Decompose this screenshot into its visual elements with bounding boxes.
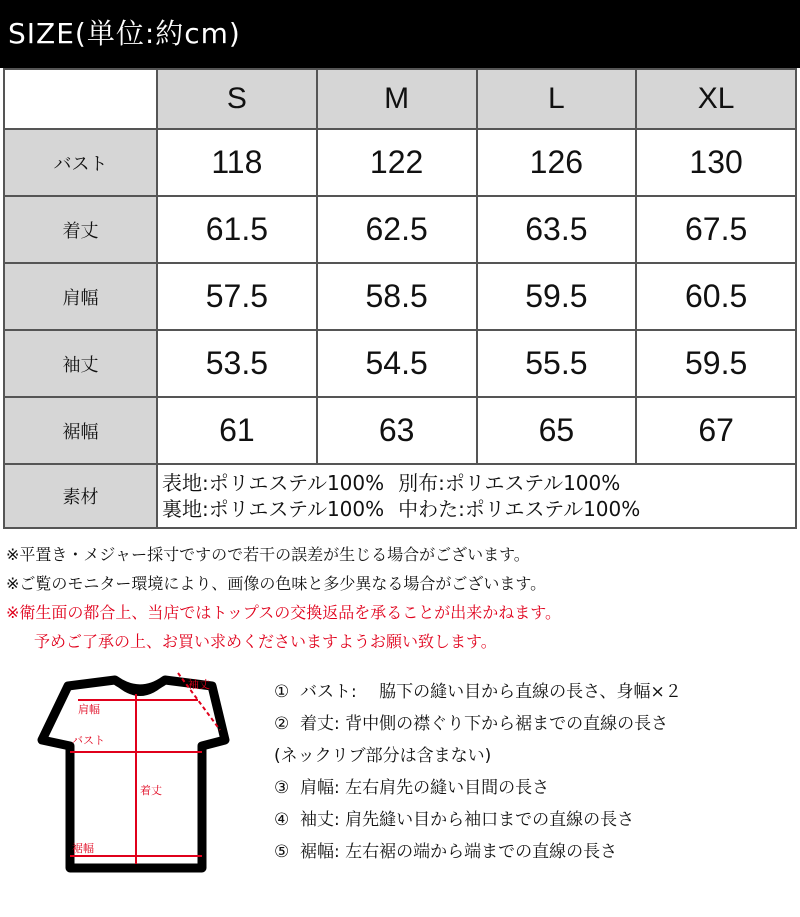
legend-item: ⑤ 裾幅: 左右裾の端から端までの直線の長さ — [274, 842, 618, 862]
column-header-m: M — [317, 69, 477, 129]
table-corner-cell — [4, 69, 157, 129]
table-cell: 122 — [317, 129, 477, 196]
length-label: 着丈 — [140, 784, 162, 797]
table-cell: 63.5 — [477, 196, 637, 263]
shoulder-label: 肩幅 — [78, 703, 100, 716]
material-cell — [157, 464, 796, 528]
table-cell: 61 — [157, 397, 317, 464]
table-cell: 53.5 — [157, 330, 317, 397]
row-label-hem: 裾幅 — [4, 397, 157, 464]
legend-item: ③ 肩幅: 左右肩先の縫い目間の長さ — [274, 778, 550, 798]
material-outer: 表地:ポリエステル100% — [162, 471, 385, 495]
legend-item: ④ 袖丈: 肩先縫い目から袖口までの直線の長さ — [274, 810, 635, 830]
row-label-bust: バスト — [4, 129, 157, 196]
table-cell: 130 — [636, 129, 796, 196]
column-header-l: L — [477, 69, 637, 129]
table-row — [4, 196, 796, 263]
material-line — [162, 496, 795, 522]
table-cell: 118 — [157, 129, 317, 196]
row-label-sleeve: 袖丈 — [4, 330, 157, 397]
table-cell: 54.5 — [317, 330, 477, 397]
sleeve-label: 袖丈 — [188, 678, 210, 691]
table-cell: 63 — [317, 397, 477, 464]
note-monitor: ※ご覧のモニター環境により、画像の色味と多少異なる場合がございます。 — [6, 574, 547, 593]
table-cell: 58.5 — [317, 263, 477, 330]
table-cell: 57.5 — [157, 263, 317, 330]
table-row — [4, 330, 796, 397]
table-cell: 60.5 — [636, 263, 796, 330]
table-cell: 65 — [477, 397, 637, 464]
row-label-material: 素材 — [4, 464, 157, 528]
legend-item: (ネックリブ部分は含まない) — [274, 746, 492, 766]
material-padding: 中わた:ポリエステル100% — [398, 497, 641, 521]
column-header-s: S — [157, 69, 317, 129]
material-row — [4, 464, 796, 528]
note-measurement: ※平置き・メジャー採寸ですので若干の誤差が生じる場合がございます。 — [6, 545, 530, 564]
notes — [6, 540, 796, 656]
size-table — [3, 68, 797, 529]
legend-item: ① バスト: 脇下の縫い目から直線の長さ、身幅×２ — [274, 682, 682, 702]
note-acknowledge: 予めご了承の上、お買い求めくださいますようお願い致します。 — [34, 632, 497, 651]
table-row — [4, 397, 796, 464]
row-label-shoulder: 肩幅 — [4, 263, 157, 330]
table-cell: 67 — [636, 397, 796, 464]
material-lining: 裏地:ポリエステル100% — [162, 497, 385, 521]
row-label-length: 着丈 — [4, 196, 157, 263]
table-cell: 126 — [477, 129, 637, 196]
table-cell: 67.5 — [636, 196, 796, 263]
column-header-xl: XL — [636, 69, 796, 129]
material-line — [162, 470, 795, 496]
hem-label: 裾幅 — [72, 842, 94, 855]
note-return-policy: ※衛生面の都合上、当店ではトップスの交換返品を承ることが出来かねます。 — [6, 603, 562, 622]
measurement-legend — [274, 676, 794, 868]
tshirt-illustration — [20, 668, 250, 883]
legend-item: ② 着丈: 背中側の襟ぐり下から裾までの直線の長さ — [274, 714, 669, 734]
material-separate: 別布:ポリエステル100% — [398, 471, 621, 495]
table-cell: 59.5 — [477, 263, 637, 330]
table-cell: 62.5 — [317, 196, 477, 263]
table-cell: 59.5 — [636, 330, 796, 397]
table-cell: 55.5 — [477, 330, 637, 397]
bust-label: バスト — [72, 734, 105, 747]
table-row — [4, 129, 796, 196]
size-header: SIZE(単位:約cm) — [0, 0, 800, 68]
table-cell: 61.5 — [157, 196, 317, 263]
table-header-row — [4, 69, 796, 129]
garment-diagram — [20, 668, 250, 883]
table-row — [4, 263, 796, 330]
